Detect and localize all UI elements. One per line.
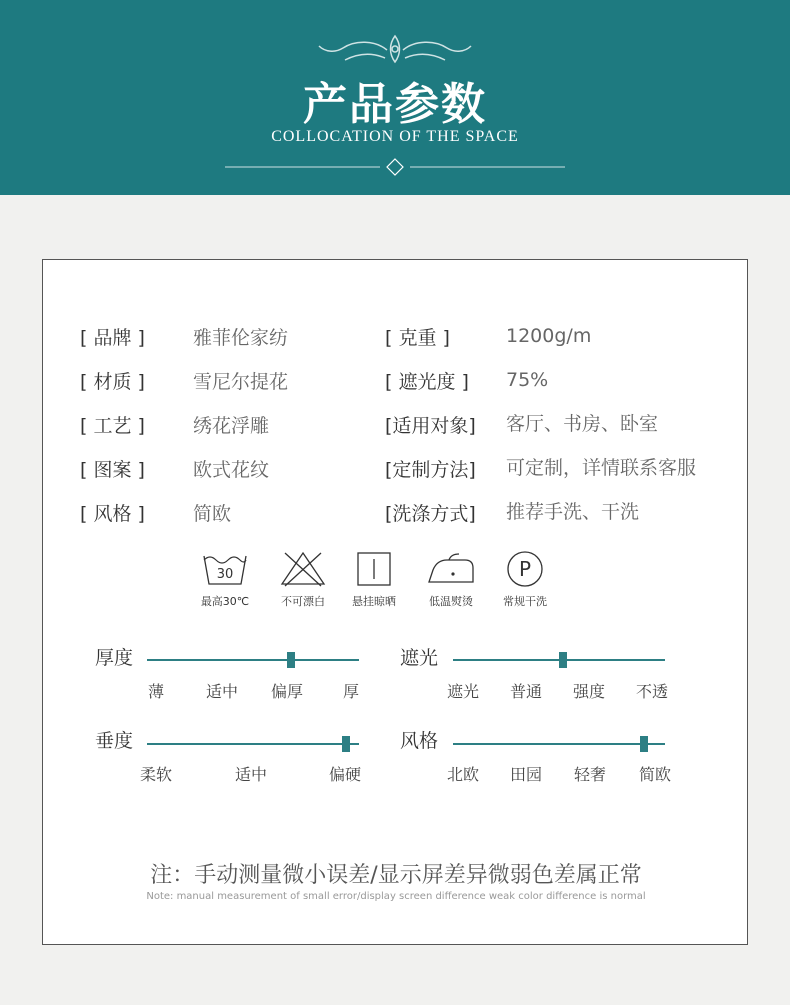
disclaimer-note: 注：手动测量微小误差/显示屏差异微弱色差属正常 <box>150 863 642 888</box>
slider-tick: 柔软 <box>139 765 173 784</box>
slider-tick: 适中 <box>234 765 268 784</box>
slider-name-thickness: 厚度 <box>95 647 134 669</box>
param-value-craft: 绣花浮雕 <box>193 415 270 437</box>
slider-handle-thickness <box>287 652 295 668</box>
wash-30-icon <box>201 550 249 588</box>
slider-handle-style <box>640 736 648 752</box>
slider-tick: 遮光 <box>446 682 480 701</box>
care-label-dry: 悬挂晾晒 <box>352 595 396 608</box>
param-label-brand: [ 品牌 ] <box>80 327 145 349</box>
param-label-material: [ 材质 ] <box>80 371 145 393</box>
slider-tick: 不透 <box>635 682 669 701</box>
slider-tick: 田园 <box>509 765 543 784</box>
param-label-custom: [定制方法] <box>385 459 476 481</box>
param-value-weight: 1200g/m <box>506 325 592 347</box>
slider-tick: 强度 <box>572 682 606 701</box>
slider-tick: 适中 <box>205 682 239 701</box>
slider-tick: 薄 <box>147 682 165 701</box>
param-label-pattern: [ 图案 ] <box>80 459 145 481</box>
slider-name-style: 风格 <box>400 730 439 752</box>
slider-tick: 北欧 <box>446 765 480 784</box>
param-value-usage: 客厅、书房、卧室 <box>506 413 659 435</box>
slider-track-style <box>453 743 665 745</box>
disclaimer-note-english: Note: manual measurement of small error/display screen difference weak color difference is normal <box>146 891 646 902</box>
slider-handle-shading <box>559 652 567 668</box>
slider-tick: 普通 <box>509 682 543 701</box>
slider-tick: 厚 <box>342 682 360 701</box>
param-value-shading: 75% <box>506 369 549 391</box>
wash-temp-text: 30 <box>216 567 234 582</box>
param-label-craft: [ 工艺 ] <box>80 415 145 437</box>
param-value-material: 雪尼尔提花 <box>193 371 289 393</box>
care-label-bleach: 不可漂白 <box>281 595 325 608</box>
slider-tick: 轻奢 <box>573 765 607 784</box>
param-label-wash: [洗涤方式] <box>385 503 476 525</box>
param-value-style: 简欧 <box>193 503 232 525</box>
param-label-style: [ 风格 ] <box>80 503 145 525</box>
slider-track-drape <box>147 743 359 745</box>
slider-tick: 简欧 <box>638 765 672 784</box>
page-subtitle: COLLOCATION OF THE SPACE <box>271 128 519 145</box>
page-title: 产品参数 <box>303 79 487 130</box>
slider-tick: 偏硬 <box>328 765 362 784</box>
param-value-wash: 推荐手洗、干洗 <box>506 501 640 523</box>
param-label-shading: [ 遮光度 ] <box>385 371 469 393</box>
slider-handle-drape <box>342 736 350 752</box>
care-label-iron: 低温熨烫 <box>429 595 473 608</box>
slider-tick: 偏厚 <box>270 682 304 701</box>
param-value-custom: 可定制，详情联系客服 <box>506 457 697 479</box>
no-bleach-icon <box>279 550 327 588</box>
hang-dry-icon <box>355 550 393 588</box>
slider-name-drape: 垂度 <box>95 730 134 752</box>
param-label-usage: [适用对象] <box>385 415 476 437</box>
low-iron-icon <box>425 552 477 588</box>
dry-clean-text: P <box>518 557 532 581</box>
ornament-icon <box>315 32 475 66</box>
diamond-divider-icon <box>225 157 565 177</box>
slider-name-shading: 遮光 <box>400 647 439 669</box>
care-label-dryclean: 常规干洗 <box>503 595 547 608</box>
dry-clean-icon <box>505 549 545 589</box>
param-value-brand: 雅菲伦家纺 <box>193 327 289 349</box>
param-value-pattern: 欧式花纹 <box>193 459 270 481</box>
param-label-weight: [ 克重 ] <box>385 327 450 349</box>
care-label-wash: 最高30℃ <box>200 595 250 608</box>
slider-track-thickness <box>147 659 359 661</box>
header-banner <box>0 0 790 195</box>
parameters-card <box>42 259 748 945</box>
